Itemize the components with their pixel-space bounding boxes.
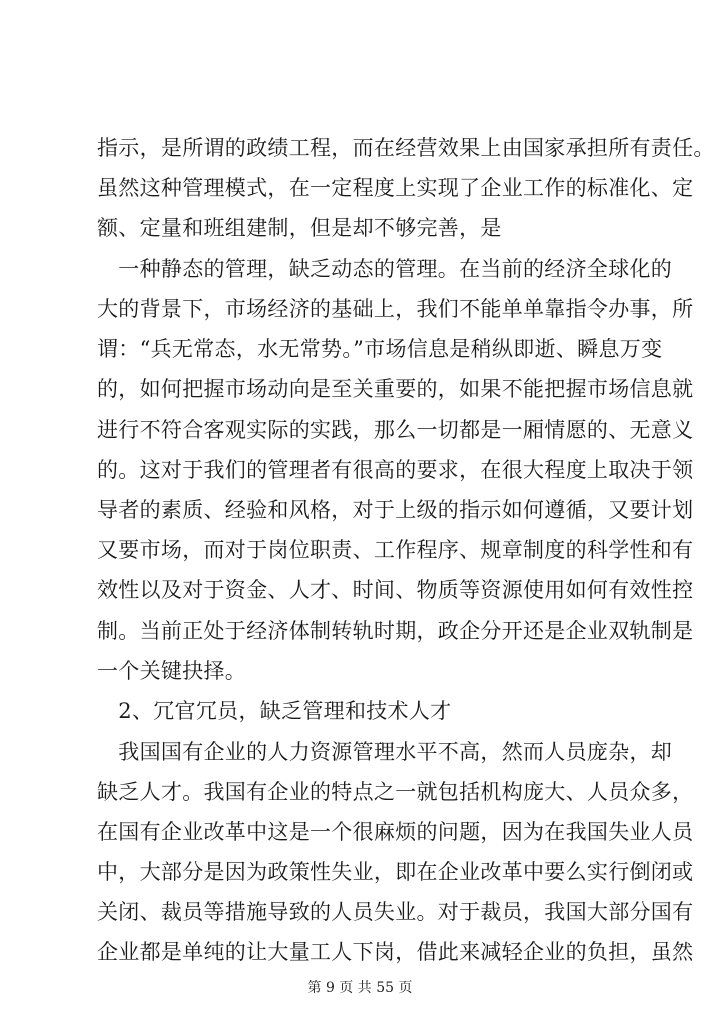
text-line: 虽然这种管理模式，在一定程度上实现了企业工作的标准化、定 <box>97 176 694 200</box>
text-line: 额、定量和班组建制，但是却不够完善，是 <box>97 216 502 240</box>
text-line: 我国国有企业的人力资源管理水平不高，然而人员庞杂，却 <box>97 740 673 764</box>
text-line: 中，大部分是因为政策性失业，即在企业改革中要么实行倒闭或 <box>97 860 694 884</box>
text-line: 谓：“兵无常态，水无常势。”市场信息是稍纵即逝、瞬息万变 <box>97 337 663 361</box>
text-line: 关闭、裁员等措施导致的人员失业。对于裁员，我国大部分国有 <box>97 900 694 924</box>
section-heading: 2、冗官冗员，缺乏管理和技术人才 <box>97 699 452 723</box>
text-line: 进行不符合客观实际的实践，那么一切都是一厢情愿的、无意义 <box>97 418 694 442</box>
text-line: 大的背景下，市场经济的基础上，我们不能单单靠指令办事，所 <box>97 297 694 321</box>
text-line: 企业都是单纯的让大量工人下岗，借此来减轻企业的负担，虽然 <box>97 940 694 964</box>
text-line: 导者的素质、经验和风格，对于上级的指示如何遵循，又要计划 <box>97 498 694 522</box>
text-line: 在国有企业改革中这是一个很麻烦的问题，因为在我国失业人员 <box>97 820 694 844</box>
text-line: 一个关键抉择。 <box>97 659 247 683</box>
text-line: 又要市场，而对于岗位职责、工作程序、规章制度的科学性和有 <box>97 538 694 562</box>
text-line: 制。当前正处于经济体制转轨时期，政企分开还是企业双轨制是 <box>97 619 694 643</box>
text-line: 一种静态的管理，缺乏动态的管理。在当前的经济全球化的 <box>97 257 673 281</box>
page-number: 第 9 页 共 55 页 <box>307 980 413 996</box>
text-line: 效性以及对于资金、人才、时间、物质等资源使用如何有效性控 <box>97 578 694 602</box>
text-line: 指示，是所谓的政绩工程，而在经营效果上由国家承担所有责任。 <box>97 136 715 160</box>
text-line: 的，如何把握市场动向是至关重要的，如果不能把握市场信息就 <box>97 377 694 401</box>
text-line: 缺乏人才。我国有企业的特点之一就包括机构庞大、人员众多， <box>97 780 694 804</box>
text-line: 的。这对于我们的管理者有很高的要求，在很大程度上取决于领 <box>97 458 694 482</box>
